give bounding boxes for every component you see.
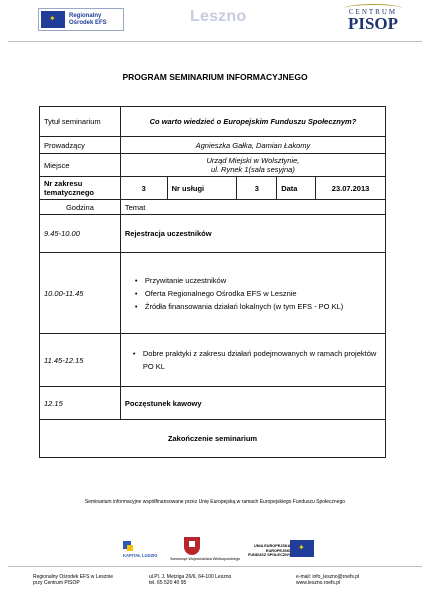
- agenda-row: [40, 253, 386, 334]
- agenda-time: 9.45-10.00: [40, 215, 121, 253]
- agenda-topic: Rejestracja uczestników: [120, 215, 385, 253]
- seminar-title-value: Co warto wiedzieć o Europejskim Funduszu Społecznym?: [120, 107, 385, 137]
- ue-text: [248, 544, 290, 558]
- place-value: [120, 154, 385, 177]
- footer-divider: [8, 566, 422, 567]
- footer-left: [33, 574, 113, 586]
- agenda-row: [40, 387, 386, 420]
- kapital-ludzki-logo: [123, 541, 165, 557]
- agenda-row: [40, 215, 386, 253]
- ue-line1: UNIA EUROPEJSKA: [254, 544, 291, 548]
- place-label: Miejsce: [40, 154, 121, 177]
- agenda-points: [125, 274, 381, 313]
- footer-phone: tel. 65 520 40 95: [149, 580, 187, 586]
- footer-website: www.leszno.roefs.pl: [296, 580, 341, 586]
- service-number-value: 3: [237, 177, 277, 200]
- header-divider: [8, 41, 422, 42]
- pisop-arc-icon: [344, 4, 402, 13]
- centrum-pisop-logo: [338, 8, 408, 32]
- kl-text: KAPITAŁ LUDZKI: [123, 553, 158, 558]
- agenda-topic: Dobre praktyki z zakresu działań podejmowanych w ramach projektów PO KL: [142, 349, 377, 371]
- agenda-point: • Przywitanie uczestników: [135, 274, 381, 287]
- ue-line3: FUNDUSZ SPOŁECZNY: [248, 553, 291, 557]
- agenda-time: 12.15: [40, 387, 121, 420]
- hosts-value: Agnieszka Gałka, Damian Łakomy: [120, 137, 385, 154]
- topic-number-label: Nr zakresu tematycznego: [40, 177, 121, 200]
- service-number-label: Nr usługi: [167, 177, 237, 200]
- topic-number-value: 3: [120, 177, 167, 200]
- pisop-bottom: PISOP: [347, 14, 399, 33]
- wielkopolska-crest-icon: [184, 537, 200, 555]
- row-place: [40, 154, 386, 177]
- pisop-top: CENTRUM: [348, 8, 398, 16]
- footer-email: e-mail: info_leszno@roefs.pl: [296, 574, 360, 580]
- bullet-icon: •: [132, 349, 136, 358]
- regional-efs-logo: [38, 8, 124, 31]
- eu-flag-icon: [41, 11, 65, 28]
- agenda-point: • Oferta Regionalnego Ośrodka EFS w Lesznie: [135, 287, 381, 300]
- row-seminar-title: [40, 107, 386, 137]
- row-hosts: [40, 137, 386, 154]
- agenda-time-header: Godzina: [40, 200, 121, 215]
- agenda-topic-header: Temat: [120, 200, 385, 215]
- agenda-point: • Źródła finansowania działań lokalnych (w tym EFS - PO KL): [135, 300, 381, 313]
- crest-text: Samorząd Województwa Wielkopolskiego: [170, 557, 241, 561]
- agenda-time: 11.45-12.15: [40, 334, 121, 387]
- agenda-row: [40, 334, 386, 387]
- eu-logo-line1: Regionalny: [69, 12, 102, 19]
- document-title: PROGRAM SEMINARIUM INFORMACYJNEGO: [122, 72, 308, 82]
- eu-flag-icon: [290, 540, 314, 557]
- place-line1: Urząd Miejski w Wolsztynie,: [206, 156, 300, 165]
- agenda-time: 10.00-11.45: [40, 253, 121, 334]
- date-label: Data: [277, 177, 316, 200]
- closing-row: [40, 420, 386, 458]
- header-city-title: Leszno: [190, 8, 247, 25]
- seminar-title-label: Tytuł seminarium: [40, 107, 121, 137]
- ue-line2: EUROPEJSKI: [265, 548, 291, 553]
- date-value: 23.07.2013: [316, 177, 386, 200]
- footer-address: ul.Pl. J. Metziga 26/6, 64-100 Leszno: [149, 574, 232, 580]
- agenda-topic: [120, 253, 385, 334]
- cofinancing-note: Seminarium informacyjne współfinansowane przez Unię Europejską w ramach Europejskiego Funduszu Społecznego: [84, 499, 346, 505]
- sponsor-logos: [0, 533, 430, 563]
- agenda-header-row: [40, 200, 386, 215]
- header: [0, 0, 430, 40]
- footer-org-sub: przy Centrum PISOP: [33, 580, 80, 586]
- footer-right: [296, 574, 359, 586]
- place-line2: ul. Rynek 1(sala sesyjna): [211, 165, 295, 174]
- footer-middle: [149, 574, 231, 586]
- footer-org: Regionalny Ośrodek EFS w Lesznie: [33, 574, 114, 580]
- eu-logo-line2: Ośrodek EFS: [69, 19, 107, 26]
- program-table: [39, 106, 386, 458]
- row-numbers: [40, 177, 386, 200]
- agenda-topic: Poczęstunek kawowy: [120, 387, 385, 420]
- hosts-label: Prowadzący: [40, 137, 121, 154]
- closing-text: Zakończenie seminarium: [40, 420, 386, 458]
